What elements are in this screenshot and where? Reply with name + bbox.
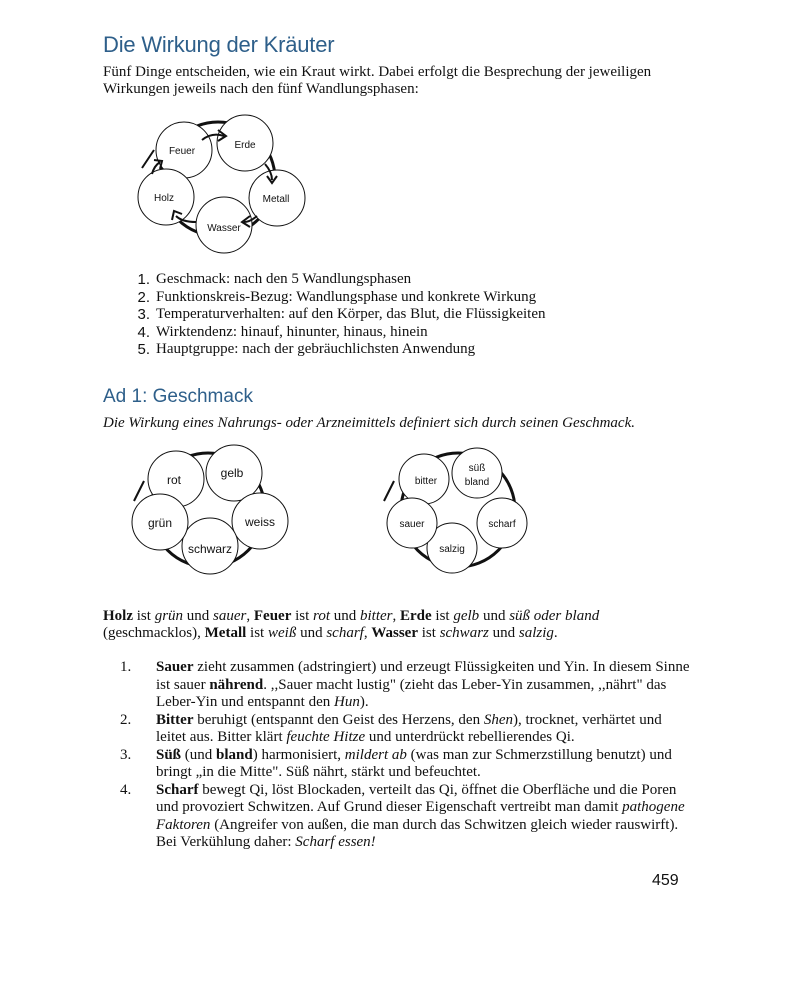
list-item: 4. Wirktendenz: hinauf, hinunter, hinaus, hinein — [137, 323, 428, 341]
list-item: 5. Hauptgruppe: nach der gebräuchlichsten Anwendung — [137, 341, 476, 358]
intro-paragraph: Fünf Dinge entscheiden, wie ein Kraut wirkt. Dabei erfolgt die Besprechung der jeweiligen Wirkungen jeweils nach den fünf Wandlungsphasen: — [103, 64, 652, 97]
label-scharf: scharf — [488, 519, 516, 530]
label-bitter: bitter — [414, 476, 438, 487]
taste-effects-list — [120, 659, 690, 852]
label-wasser: Wasser — [207, 223, 241, 234]
label-salzig: salzig — [439, 544, 465, 555]
page-title: Die Wirkung der Kräuter — [103, 32, 335, 57]
colors-cycle-diagram — [128, 443, 303, 583]
label-schwarz: schwarz — [187, 542, 233, 556]
label-rot: rot — [166, 473, 182, 487]
list-item: 1. Sauer zieht zusammen (adstringiert) und erzeugt Flüssigkeiten und Yin. In diesem Sinne ist sauer nährend. ,,Sauer macht lustig" (zieht das Leber-Yin zusammen, ,,nährt" das Leber-Yin und entspannt den Hun). — [120, 659, 690, 710]
list-item: 2. Funktionskreis-Bezug: Wandlungsphase und konkrete Wirkung — [137, 288, 537, 306]
page-number: 459 — [652, 872, 679, 889]
list-item: 3. Temperaturverhalten: auf den Körper, das Blut, die Flüssigkeiten — [137, 306, 546, 323]
list-item: 1. Geschmack: nach den 5 Wandlungsphasen — [137, 271, 412, 288]
five-phases-cycle-diagram — [132, 110, 312, 260]
aspects-list — [103, 271, 546, 359]
cycle-tail-arrow — [142, 150, 154, 168]
label-sauer: sauer — [399, 519, 425, 530]
cycle-tail-arrow — [384, 481, 394, 501]
list-item: 3. Süß (und bland) harmonisiert, mildert ab (was man zur Schmerzstillung benutzt) und bringt „in die Mitte". Süß nährt, stärkt und befeuchtet. — [120, 746, 672, 780]
section-subtitle: Die Wirkung eines Nahrungs- oder Arzneimittels definiert sich durch seinen Geschmack. — [103, 415, 635, 431]
label-metall: Metall — [262, 194, 290, 205]
mapping-paragraph: Holz ist grün und sauer, Feuer ist rot und bitter, Erde ist gelb und süß oder bland (geschmacklos), Metall ist weiß und scharf, Wasser ist schwarz und salzig. — [103, 608, 600, 641]
list-item: 4. Scharf bewegt Qi, löst Blockaden, verteilt das Qi, öffnet die Oberfläche und die Poren und provoziert Schwitzen. Auf Grund dieser Eigenschaft vertreibt man damit pathogene Faktoren (Angreifer von außen, die man durch das Schwitzen gleich wieder rauswirft). Bei Verkühlung daher: Scharf essen! — [120, 781, 685, 850]
label-erde: Erde — [234, 140, 256, 151]
list-item: 2. Bitter beruhigt (entspannt den Geist des Herzens, den Shen), trocknet, verhärtet und leitet aus. Bitter klärt feuchte Hitze und unterdrückt rebellierendes Qi. — [120, 711, 662, 745]
label-feuer: Feuer — [168, 146, 196, 157]
label-bland: bland — [464, 477, 490, 488]
label-gelb: gelb — [220, 466, 244, 480]
cycle-tail-arrow — [134, 481, 144, 501]
label-holz: Holz — [153, 193, 175, 204]
label-suess: süß — [468, 463, 486, 474]
label-gruen: grün — [147, 516, 173, 530]
label-weiss: weiss — [244, 515, 276, 529]
taste-cycle-diagram — [378, 443, 553, 583]
section-heading: Ad 1: Geschmack — [103, 386, 253, 407]
